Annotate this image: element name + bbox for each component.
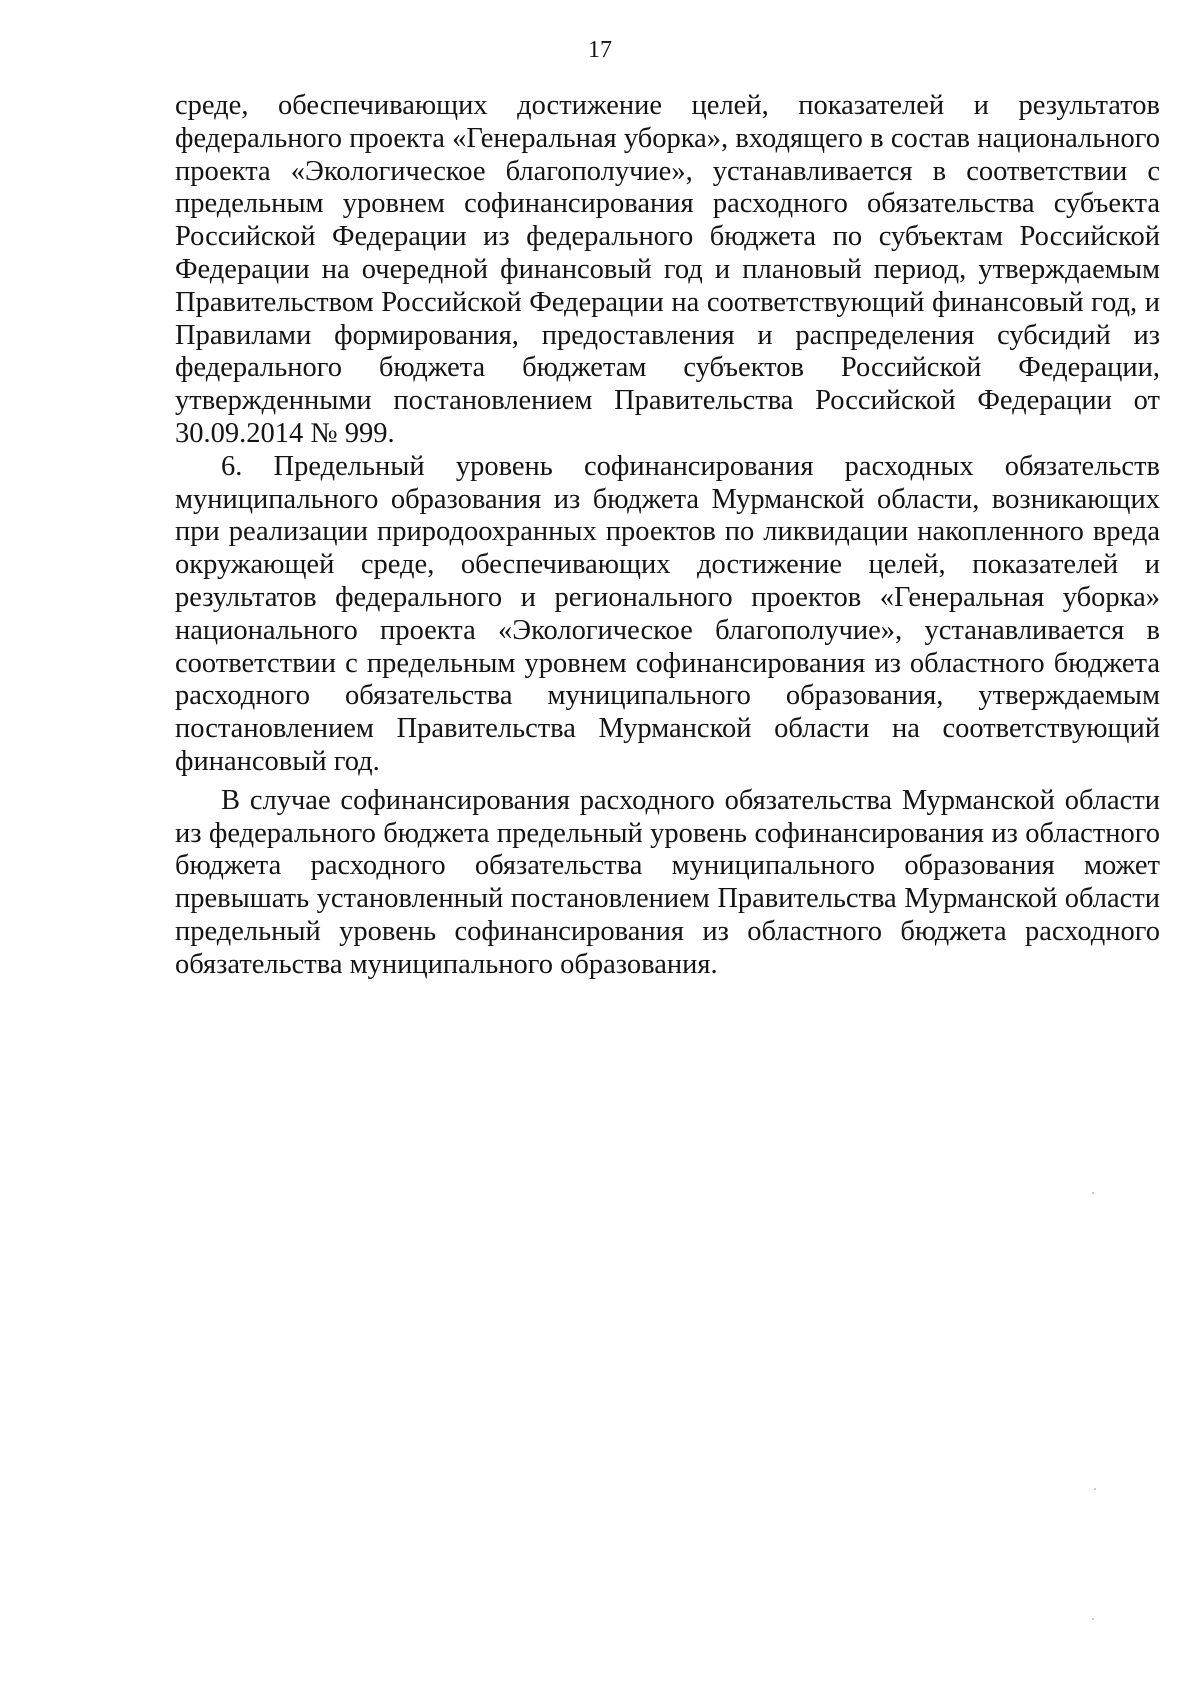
scan-speck [1092,1618,1094,1620]
paragraph-cofinancing-case: В случае софинансирования расходного обязательства Мурманской области из федерального бюджета предельный уровень софинансирования из областного бюджета расходного обязательства муниципального образования может превышать установленный постановлением Правительства Мурманской области предельный уровень софинансирования из областного бюджета расходного обязательства муниципального образования. [175,784,1160,980]
paragraph-item-6: 6. Предельный уровень софинансирования расходных обязательств муниципального образования из бюджета Мурманской области, возникающих при реализации природоохранных проектов по ликвидации накопленного вреда окружающей среде, обеспечивающих достижение целей, показателей и результатов федерального и регионального проектов «Генеральная уборка» национального проекта «Экологическое благополучие», устанавливается в соответствии с предельным уровнем софинансирования из областного бюджета расходного обязательства муниципального образования, утверждаемым постановлением Правительства Мурманской области на соответствующий финансовый год. [175,450,1160,777]
document-body [175,90,1160,982]
scan-speck [1094,1488,1096,1490]
paragraph-continuation: среде, обеспечивающих достижение целей, показателей и результатов федерального проекта «Генеральная уборка», входящего в состав национального проекта «Экологическое благополучие», устанавливается в соответствии с предельным уровнем софинансирования расходного обязательства субъекта Российской Федерации из федерального бюджета по субъектам Российской Федерации на очередной финансовый год и плановый период, утверждаемым Правительством Российской Федерации на соответствующий финансовый год, и Правилами формирования, предоставления и распределения субсидий из федерального бюджета бюджетам субъектов Российской Федерации, утвержденными постановлением Правительства Российской Федерации от 30.09.2014 № 999. [175,90,1160,449]
page-number: 17 [588,37,612,63]
scan-speck [1092,1192,1094,1194]
